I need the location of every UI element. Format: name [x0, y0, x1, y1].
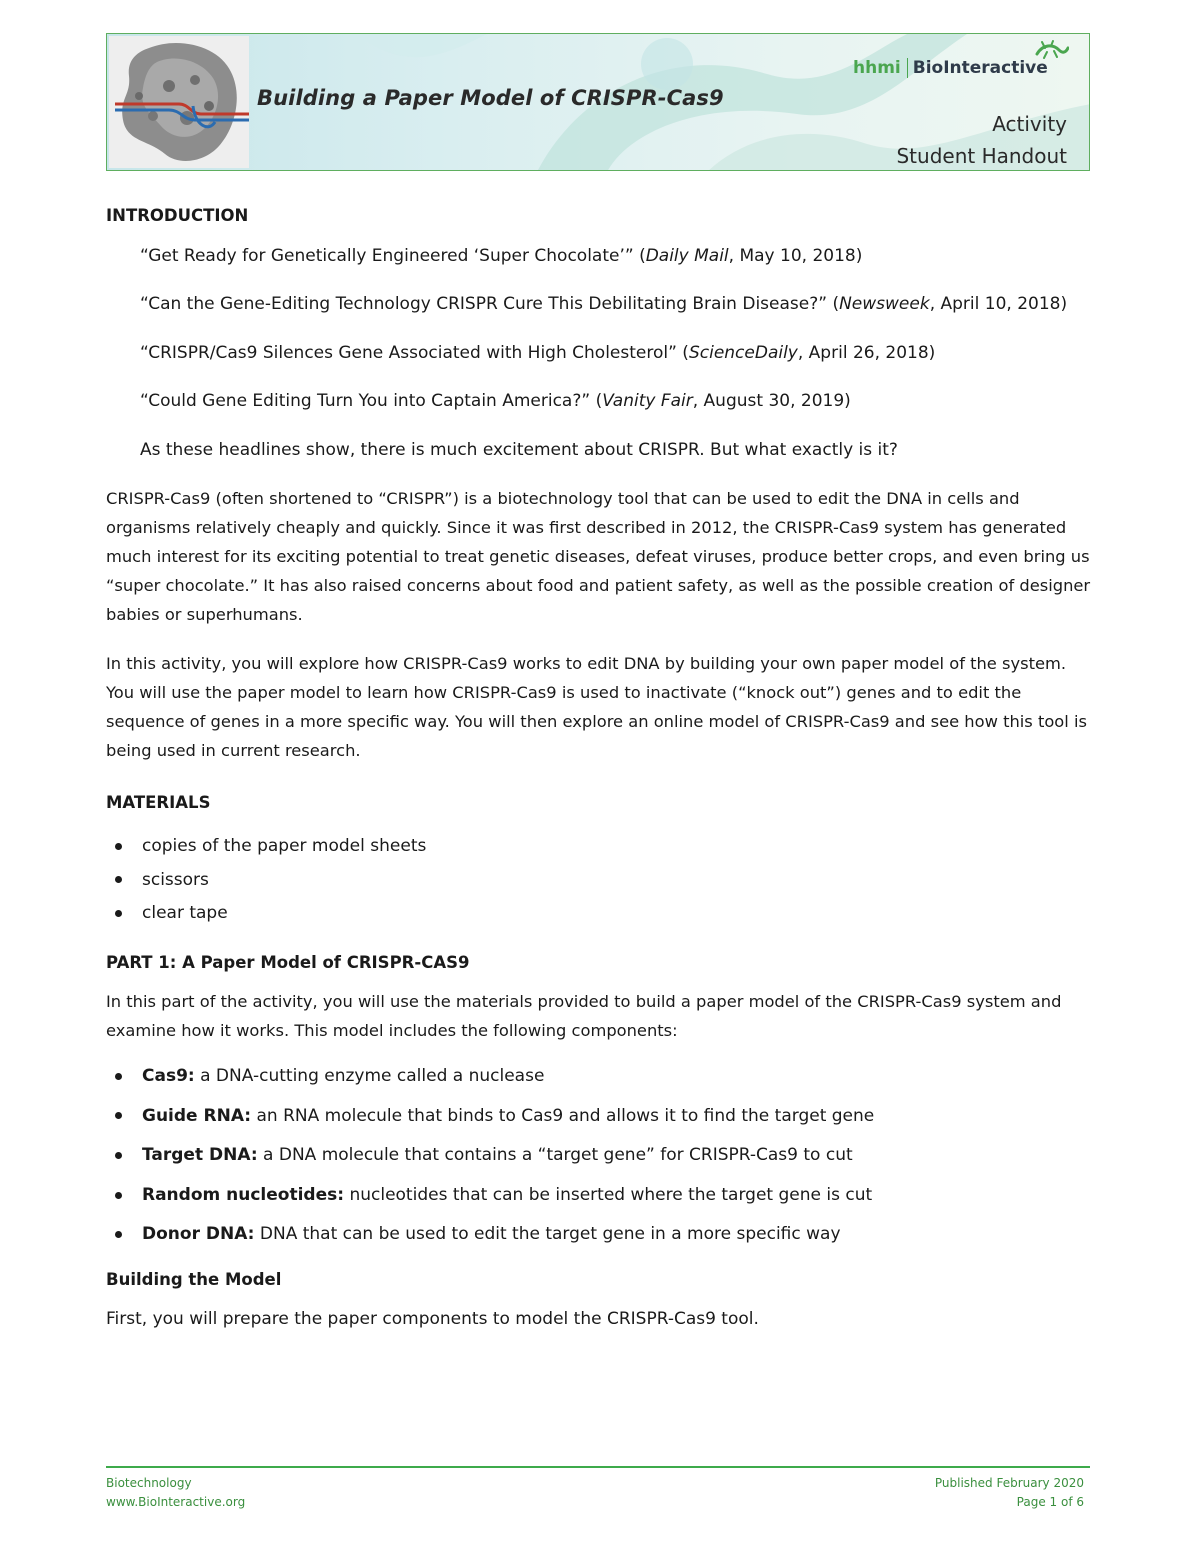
document-type	[896, 108, 1067, 171]
component-term: Random nucleotides:	[142, 1184, 345, 1205]
components-list	[106, 1057, 1096, 1255]
component-random-nucleotides	[106, 1176, 1096, 1216]
list-item: clear tape	[106, 897, 1096, 931]
cas9-protein-image	[109, 36, 249, 168]
headline-2	[140, 290, 1090, 319]
headline-3	[140, 339, 1090, 368]
headline-date: , May 10, 2018)	[728, 246, 863, 266]
hhmi-biointeractive-logo	[853, 56, 1048, 80]
component-guide-rna	[106, 1097, 1096, 1137]
introduction-heading: INTRODUCTION	[106, 206, 249, 225]
logo-hhmi-text: hhmi	[853, 58, 901, 78]
component-desc: a DNA-cutting enzyme called a nuclease	[194, 1066, 545, 1086]
component-term: Guide RNA:	[142, 1105, 252, 1126]
footer-website-link[interactable]: www.BioInteractive.org	[106, 1495, 246, 1509]
logo-biointeractive-text: BioInteractive	[912, 58, 1048, 78]
component-donor-dna	[106, 1215, 1096, 1255]
footer-rule	[106, 1466, 1090, 1468]
headline-quote: “Can the Gene-Editing Technology CRISPR Cure This Debilitating Brain Disease?” (	[140, 294, 840, 314]
materials-list	[106, 830, 1096, 931]
headline-1	[140, 242, 1090, 271]
headline-4	[140, 387, 1090, 416]
headline-source: ScienceDaily	[688, 343, 798, 363]
part1-heading: PART 1: A Paper Model of CRISPR-CAS9	[106, 953, 470, 972]
building-model-heading: Building the Model	[106, 1270, 282, 1289]
headline-date: , April 26, 2018)	[797, 343, 936, 363]
logo-divider	[907, 58, 908, 78]
footer-right	[935, 1474, 1084, 1512]
audience-label: Student Handout	[896, 144, 1067, 168]
headline-quote: “Could Gene Editing Turn You into Captain America?” (	[140, 391, 603, 411]
footer-published-date: Published February 2020	[934, 1476, 1084, 1490]
cas9-structure-thumbnail	[109, 36, 249, 168]
component-desc: nucleotides that can be inserted where the target gene is cut	[344, 1184, 873, 1205]
list-item: scissors	[106, 864, 1096, 898]
header-banner	[106, 33, 1090, 171]
headline-source: Vanity Fair	[602, 391, 693, 411]
part1-intro-paragraph: In this part of the activity, you will use the materials provided to build a paper model of the CRISPR-Cas9 system and examine how it works. This model includes the following components:	[106, 992, 1062, 1040]
headline-source: Newsweek	[839, 294, 930, 314]
headline-quote: “CRISPR/Cas9 Silences Gene Associated with High Cholesterol” (	[140, 343, 689, 363]
materials-heading: MATERIALS	[106, 793, 211, 812]
component-term: Donor DNA:	[142, 1224, 255, 1245]
doc-type-label: Activity	[992, 112, 1067, 136]
intro-lead-sentence: As these headlines show, there is much excitement about CRISPR. But what exactly is it?	[140, 440, 898, 460]
building-model-text: First, you will prepare the paper components to model the CRISPR-Cas9 tool.	[106, 1309, 759, 1329]
lizard-logo-icon	[1035, 40, 1069, 60]
component-term: Target DNA:	[142, 1145, 258, 1166]
intro-paragraph-1: CRISPR-Cas9 (often shortened to “CRISPR”) is a biotechnology tool that can be used to edit the DNA in cells and organisms relatively cheaply and quickly. Since it was first described in 2012, the CRISPR-Cas9 system has generated much interest for its exciting potential to treat genetic diseases, defeat viruses, produce better crops, and even bring us “super chocolate.” It has also raised concerns about food and patient safety, as well as the possible creation of designer babies or superhumans.	[106, 489, 1091, 624]
page-title: Building a Paper Model of CRISPR-Cas9	[257, 86, 724, 110]
footer-left	[106, 1474, 245, 1512]
component-target-dna	[106, 1136, 1096, 1176]
component-cas9	[106, 1057, 1096, 1097]
list-item: copies of the paper model sheets	[106, 830, 1096, 864]
component-desc: DNA that can be used to edit the target gene in a more specific way	[254, 1224, 841, 1245]
footer-page-number: Page 1 of 6	[1016, 1495, 1084, 1509]
headline-date: , April 10, 2018)	[929, 294, 1068, 314]
component-desc: an RNA molecule that binds to Cas9 and allows it to find the target gene	[251, 1105, 875, 1126]
headline-date: , August 30, 2019)	[692, 391, 851, 411]
component-desc: a DNA molecule that contains a “target gene” for CRISPR-Cas9 to cut	[257, 1145, 853, 1166]
footer-subject: Biotechnology	[106, 1476, 192, 1490]
headline-quote: “Get Ready for Genetically Engineered ‘Super Chocolate’” (	[140, 246, 646, 266]
component-term: Cas9:	[142, 1066, 195, 1086]
intro-paragraph-2: In this activity, you will explore how CRISPR-Cas9 works to edit DNA by building your own paper model of the system. You will use the paper model to learn how CRISPR-Cas9 is used to inactivate (“knock out”) genes and to edit the sequence of genes in a more specific way. You will then explore an online model of CRISPR-Cas9 and see how this tool is being used in current research.	[106, 654, 1087, 760]
headline-source: Daily Mail	[645, 246, 729, 266]
